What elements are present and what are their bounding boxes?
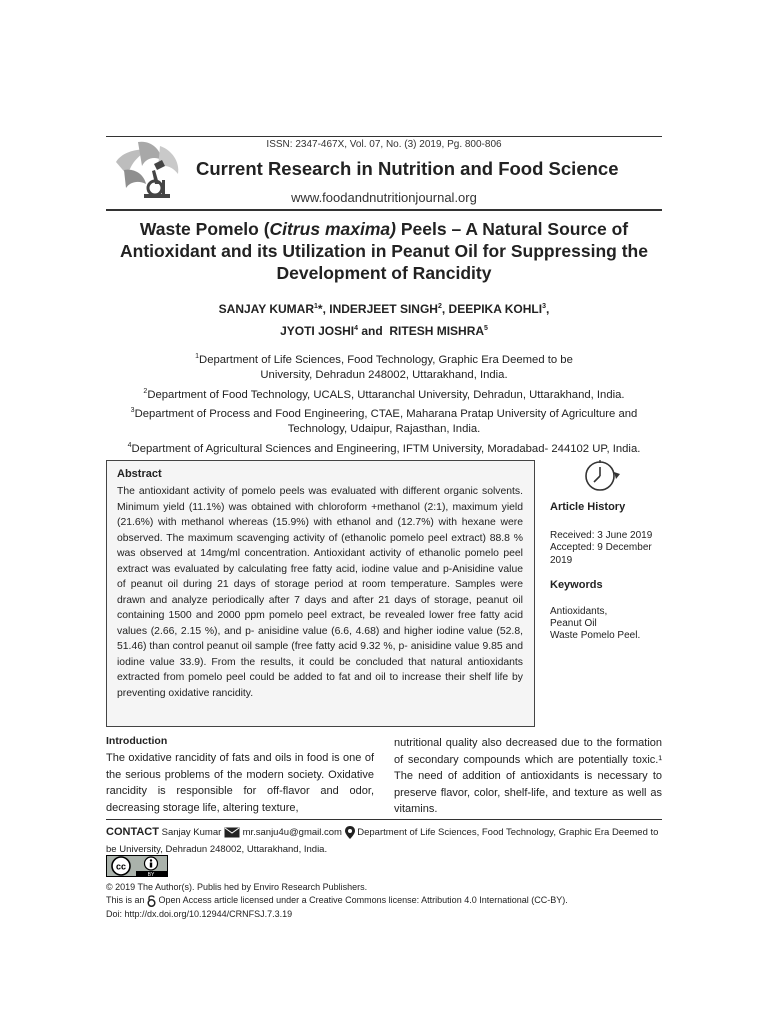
open-access-icon [147, 894, 156, 907]
email-icon [224, 827, 240, 838]
keyword-item: Waste Pomelo Peel. [550, 630, 641, 641]
contact-address: Department of Life Sciences, Food Technology, Graphic Era Deemed to be University, Dehradun 248002, Uttarakhand, India. [106, 827, 659, 855]
contact-block [106, 824, 666, 858]
abstract-heading: Abstract [117, 468, 162, 480]
contact-rule [106, 819, 662, 820]
affiliation-item: $^1$Department of Life Sciences, Food Technology, Graphic Era Deemed to be University, Dehradun 248002, Uttarakhand, India. [195, 353, 573, 382]
author: RITESH MISHRA$^5$ [389, 324, 488, 338]
by-label: BY [147, 871, 155, 877]
introduction-heading: Introduction [106, 735, 168, 747]
affiliation-item: $^3$Department of Process and Food Engineering, CTAE, Maharana Pratap University of Agriculture and Technology, Udaipur, Rajasthan, India. [130, 407, 638, 436]
introduction-column-1: The oxidative rancidity of fats and oils in food is one of the serious problems of the modern society. Oxidative rancidity is responsible for off-flavor and odor, decreasing storage life, altering texture, [106, 752, 374, 814]
affiliations [100, 349, 668, 457]
author: JYOTI JOSHI$^4$ and [280, 324, 387, 338]
journal-website[interactable]: www.foodandnutritionjournal.org [291, 190, 477, 205]
title-species-name: Citrus maxima) [269, 219, 396, 239]
clock-history-icon [582, 458, 624, 494]
author: SANJAY KUMAR$^1$*, [218, 302, 330, 316]
article-history-heading: Article History [550, 501, 626, 513]
article-title [106, 218, 662, 284]
affiliation-item: $^4$Department of Agricultural Sciences and Engineering, IFTM University, Moradabad- 244102 UP, India. [127, 441, 641, 455]
open-access-line: This is an Open Access article licensed under a Creative Commons license: Attribution 4.0 International (CC-BY). [106, 894, 568, 907]
copyright-line: © 2019 The Author(s). Publis hed by Enviro Research Publishers. [106, 882, 368, 892]
keyword-item: Antioxidants, [550, 606, 608, 617]
contact-name: Sanjay Kumar [161, 827, 222, 838]
journal-name: Current Research in Nutrition and Food Science [196, 158, 619, 179]
abstract-text: The antioxidant activity of pomelo peels was evaluated with different organic solvents. Minimum yield (11.1%) was obtained with chloroform +methanol (2:1), maximum yield (21.6%) with methanol whereas (15.9%) with ethanol and (12.7%) with hexane were observed. The maximum scavenging activity of (ethanolic pomelo peel extract) 88.8 % was observed at 14mg/ml concentration. Antioxidant activity of ethanolic pomelo peel extract was evaluated by calculating free fatty acid, iodine value and p-Anisidine value of peanut oil during 21 days of storage period at room temperature. Samples were drawn and analyze periodically after 7 days and after 21 days of storage, peanut oil containing 1500 and 2000 ppm pomelo peel extract, be revealed lower free fatty acid values (2.66, 2.15 %), and p- anisidine value (6.6, 4.68) and higher iodine value (52.8, 51.46) than control peanut oil sample (free fatty acid 9.32 %, p- anisidine value 9.85 and iodine value 33.9). From the results, it could be concluded that natural antioxidants extracted from pomelo peel could be added to fat and oil to increase their shelf life by preventing oxidative rancidity. [117, 486, 523, 699]
accepted-date: Accepted: 9 December 2019 [550, 542, 652, 566]
title-part-1: Waste Pomelo ( [139, 219, 270, 239]
affiliation-item: $^2$Department of Food Technology, UCALS, Uttaranchal University, Dehradun, Uttarakhand, India. [143, 387, 625, 401]
location-pin-icon [345, 826, 355, 839]
doi-line[interactable]: Doi: http://dx.doi.org/10.12944/CRNFSJ.7.3.19 [106, 909, 293, 919]
author: INDERJEET SINGH$^2$, [329, 302, 449, 316]
author-list [106, 297, 662, 341]
issn-line: ISSN: 2347-467X, Vol. 07, No. (3) 2019, Pg. 800-806 [266, 139, 502, 150]
contact-email[interactable]: mr.sanju4u@gmail.com [242, 827, 342, 838]
keywords-heading: Keywords [550, 579, 603, 591]
header-bottom-rule [106, 209, 662, 211]
author: DEEPIKA KOHLI$^3$, [448, 302, 550, 316]
received-date: Received: 3 June 2019 [550, 530, 653, 541]
title-part-2: Peels – A Natural Source of Antioxidant and its Utilization in Peanut Oil for Suppressing the Development of Rancidity [120, 219, 648, 283]
cc-label: cc [115, 861, 127, 872]
introduction-column-2: nutritional quality also decreased due to the formation of secondary compounds which are potentially toxic.¹ The need of addition of antioxidants is necessary to preserve flavor, color, shelf-life, and texture as well as vitamins. [394, 737, 662, 816]
contact-label: CONTACT [106, 826, 159, 838]
top-rule [106, 136, 662, 137]
keyword-item: Peanut Oil [550, 618, 597, 629]
cc-by-license-badge[interactable] [106, 855, 168, 877]
